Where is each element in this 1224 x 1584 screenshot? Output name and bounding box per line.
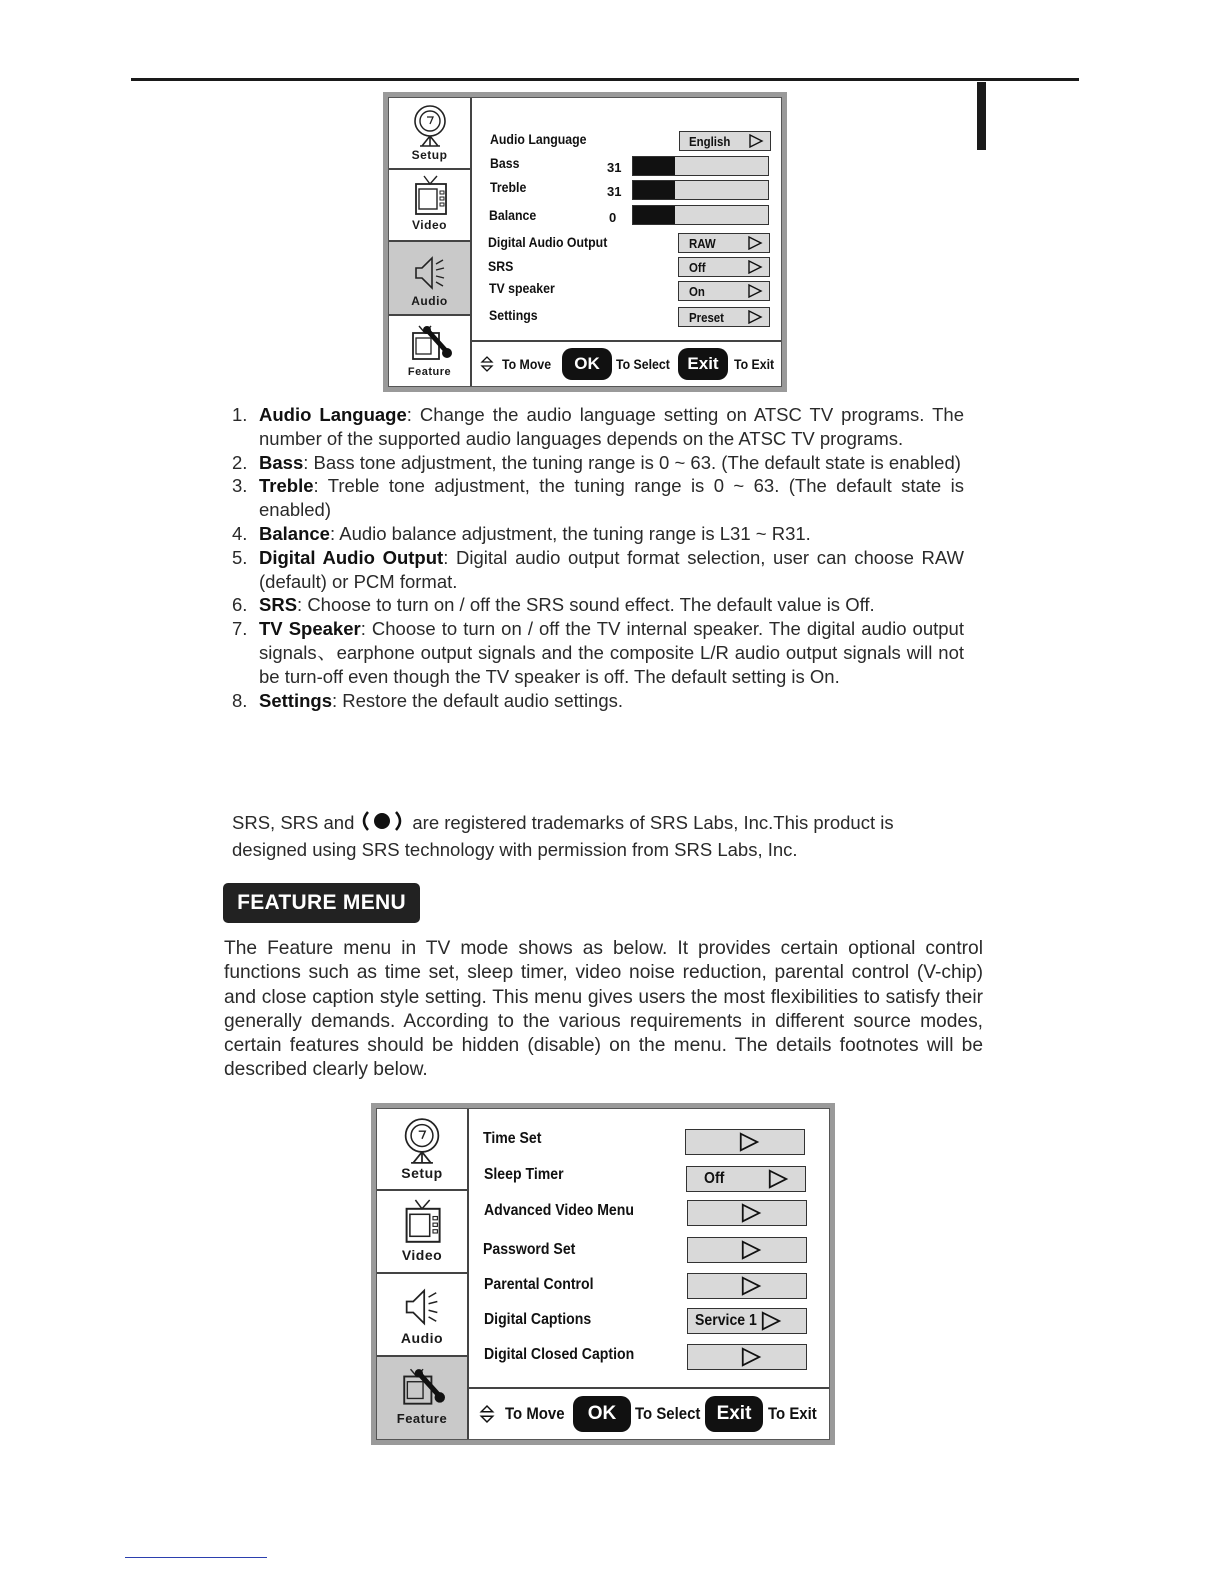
exit-button[interactable]: Exit bbox=[678, 348, 728, 380]
exit-button[interactable]: Exit bbox=[705, 1396, 763, 1432]
tab-label: Video bbox=[412, 218, 447, 232]
speaker-icon bbox=[410, 252, 450, 294]
time-set-value[interactable] bbox=[685, 1129, 805, 1155]
tab-label: Video bbox=[401, 1247, 443, 1263]
tab-label: Setup bbox=[401, 1165, 443, 1181]
up-down-arrow-icon bbox=[479, 1403, 495, 1425]
settings-label: Settings bbox=[489, 307, 538, 323]
list-item: 8. Settings: Restore the default audio settings. bbox=[232, 689, 624, 711]
tab-label: Setup bbox=[411, 148, 448, 162]
srs-value[interactable]: Off bbox=[678, 257, 770, 277]
digital-audio-output-label: Digital Audio Output bbox=[488, 234, 608, 250]
list-item: 4. Balance: Audio balance adjustment, the tuning range is L31 ~ R31. bbox=[232, 522, 811, 544]
digital-audio-output-value[interactable]: RAW bbox=[678, 233, 770, 253]
feature-menu-heading: FEATURE MENU bbox=[223, 883, 420, 923]
tv-speaker-label: TV speaker bbox=[489, 280, 555, 296]
top-rule bbox=[131, 78, 1079, 81]
treble-value: 31 bbox=[607, 184, 622, 199]
balance-slider-fill bbox=[633, 206, 675, 224]
password-set-label: Password Set bbox=[483, 1241, 576, 1258]
tab-video[interactable] bbox=[389, 170, 470, 242]
list-item: 5. Digital Audio Output: Digital audio output format selection, user can choose RAW (default) or PCM format. bbox=[232, 546, 964, 592]
tv-speaker-value[interactable]: On bbox=[678, 281, 770, 301]
tv-wrench-icon bbox=[407, 322, 453, 366]
feature-menu-screenshot bbox=[371, 1103, 835, 1445]
arrow-right-icon bbox=[740, 1347, 762, 1367]
balance-value: 0 bbox=[609, 210, 617, 225]
arrow-right-icon bbox=[747, 284, 763, 298]
digital-captions-value[interactable]: Service 1 bbox=[687, 1308, 807, 1334]
settings-value[interactable]: Preset bbox=[678, 307, 770, 327]
srs-label: SRS bbox=[488, 258, 514, 274]
arrow-right-icon bbox=[747, 260, 763, 274]
advanced-video-menu-value[interactable] bbox=[687, 1200, 807, 1226]
list-item: 1. Audio Language: Change the audio language setting on ATSC TV programs. The number of the supported audio languages depends on the ATSC TV programs. bbox=[232, 404, 964, 449]
parental-control-label: Parental Control bbox=[484, 1276, 594, 1293]
tab-audio[interactable] bbox=[389, 242, 470, 316]
list-item: 7. TV Speaker: Choose to turn on / off the TV internal speaker. The digital audio output signals、earphone output signals and the composite L/R audio output signals will not be turn-off even though the TV speaker is off. The default setting is On. bbox=[232, 618, 964, 687]
arrow-right-icon bbox=[740, 1240, 762, 1260]
digital-closed-caption-value[interactable] bbox=[687, 1344, 807, 1370]
menu-sidebar bbox=[389, 98, 472, 386]
arrow-right-icon bbox=[738, 1132, 760, 1152]
digital-closed-caption-label: Digital Closed Caption bbox=[484, 1346, 635, 1363]
tab-video[interactable] bbox=[377, 1191, 467, 1274]
tab-setup[interactable] bbox=[389, 98, 470, 170]
feature-description: The Feature menu in TV mode shows as below. It provides certain optional control functions such as time set, sleep timer, video noise reduction, parental control (V-chip) and close caption style setting. This menu gives users the most flexibilities to satisfy their generally demands. According to the various requirements in different source modes, certain features should be hidden (disable) on the menu. The details footnotes will be described clearly below. bbox=[224, 938, 983, 1081]
tab-setup[interactable] bbox=[377, 1109, 467, 1191]
arrow-right-icon bbox=[748, 134, 764, 148]
sleep-timer-label: Sleep Timer bbox=[484, 1166, 564, 1183]
arrow-right-icon bbox=[760, 1311, 782, 1331]
audio-language-value[interactable]: English bbox=[679, 131, 771, 151]
trademark-notice: SRS, SRS and are registered trademarks of SRS Labs, Inc.This product is designed using SRS technology with permission from SRS Labs, Inc. bbox=[232, 812, 894, 860]
satellite-dish-icon bbox=[410, 104, 450, 148]
tv-icon bbox=[400, 1197, 444, 1247]
arrow-right-icon bbox=[747, 310, 763, 324]
tab-label: Audio bbox=[411, 294, 448, 308]
parental-control-value[interactable] bbox=[687, 1273, 807, 1299]
tab-label: Feature bbox=[407, 366, 452, 378]
footnote-rule bbox=[125, 1557, 267, 1558]
list-item: 6. SRS: Choose to turn on / off the SRS sound effect. The default value is Off. bbox=[232, 594, 875, 616]
tab-audio[interactable] bbox=[377, 1274, 467, 1357]
ok-button[interactable]: OK bbox=[573, 1396, 631, 1432]
audio-menu-screenshot bbox=[383, 92, 787, 392]
list-item: 3. Treble: Treble tone adjustment, the tuning range is 0 ~ 63. (The default state is enabled) bbox=[232, 475, 964, 521]
arrow-right-icon bbox=[740, 1203, 762, 1223]
advanced-video-menu-label: Advanced Video Menu bbox=[484, 1202, 634, 1219]
audio-settings-list bbox=[232, 403, 964, 712]
bass-label: Bass bbox=[490, 155, 520, 171]
tv-icon bbox=[410, 174, 450, 218]
tab-feature[interactable] bbox=[389, 316, 470, 386]
ok-button[interactable]: OK bbox=[562, 348, 612, 380]
up-down-arrow-icon bbox=[480, 355, 494, 373]
tab-label: Feature bbox=[396, 1411, 448, 1426]
arrow-right-icon bbox=[740, 1276, 762, 1296]
tab-label: Audio bbox=[400, 1330, 444, 1346]
tab-feature[interactable] bbox=[377, 1357, 467, 1439]
bass-value: 31 bbox=[607, 160, 622, 175]
balance-label: Balance bbox=[489, 207, 537, 223]
bass-slider-fill bbox=[633, 157, 675, 175]
tv-wrench-icon bbox=[397, 1365, 447, 1411]
bass-slider[interactable] bbox=[632, 156, 769, 176]
list-item: 2. Bass: Bass tone adjustment, the tuning range is 0 ~ 63. (The default state is enabled) bbox=[232, 451, 961, 473]
treble-slider[interactable] bbox=[632, 180, 769, 200]
arrow-right-icon bbox=[767, 1169, 789, 1189]
treble-label: Treble bbox=[490, 179, 527, 195]
srs-logo-icon bbox=[360, 810, 404, 832]
sleep-timer-value[interactable]: Off bbox=[686, 1166, 806, 1192]
menu-footer: To Move OK To Select Exit To Exit bbox=[470, 340, 781, 386]
balance-slider[interactable] bbox=[632, 205, 769, 225]
password-set-value[interactable] bbox=[687, 1237, 807, 1263]
satellite-dish-icon bbox=[400, 1117, 444, 1165]
menu-sidebar bbox=[377, 1109, 469, 1439]
menu-footer: To Move OK To Select Exit To Exit bbox=[467, 1387, 829, 1439]
treble-slider-fill bbox=[633, 181, 675, 199]
chapter-marker bbox=[977, 82, 986, 150]
digital-captions-label: Digital Captions bbox=[484, 1311, 592, 1328]
arrow-right-icon bbox=[747, 236, 763, 250]
speaker-icon bbox=[400, 1284, 444, 1330]
time-set-label: Time Set bbox=[483, 1130, 542, 1147]
audio-language-label: Audio Language bbox=[490, 131, 587, 147]
